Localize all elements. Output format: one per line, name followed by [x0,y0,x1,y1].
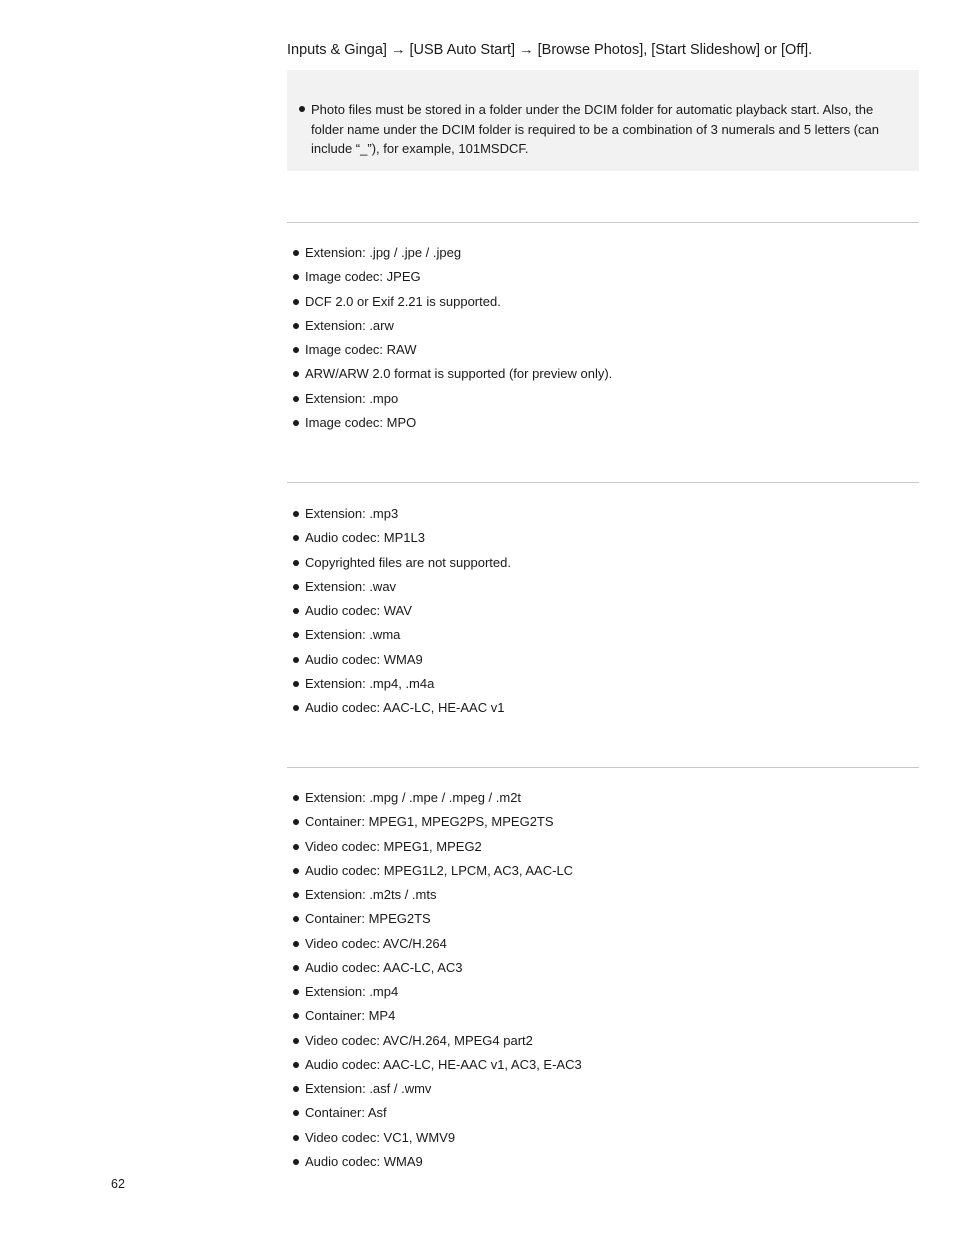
list-item [292,342,612,366]
bullet-icon [293,1110,299,1116]
list-item-text: Audio codec: AAC-LC, HE-AAC v1 [305,700,505,715]
list-item-text: Container: MP4 [305,1008,396,1024]
bullet-icon [293,868,299,874]
list-item-text: Audio codec: MP1L3 [305,530,425,546]
list-item [292,1008,582,1032]
note-item [298,100,909,159]
list-item-text: Audio codec: AAC-LC, HE-AAC v1, AC3, E-AC3 [305,1056,582,1072]
list-item-text: Extension: .mp4, .m4a [305,675,435,691]
note-text: Photo files must be stored in a folder under the DCIM folder for automatic playback start. Also, the folder name under the DCIM folder is required to be a combination of 3 numerals and 5 letters (can include “_”), for example, 101MSDCF. [311,102,879,157]
bullet-icon [293,916,299,922]
list-item-text: Extension: .m2ts / .mts [305,887,437,902]
list-item [292,814,582,838]
bullet-icon [293,323,299,329]
list-item [292,887,582,911]
bullet-icon [293,347,299,353]
list-item [292,911,582,935]
page-number: 62 [111,1177,125,1191]
list-item [292,936,582,960]
list-item [292,366,612,390]
list-item [292,839,582,863]
bullet-icon [293,657,299,663]
bullet-icon [293,941,299,947]
list-item-text: Video codec: AVC/H.264, MPEG4 part2 [305,1032,533,1048]
bullet-icon [293,795,299,801]
list-item [292,652,511,676]
list-item-text: Extension: .mpo [305,390,399,406]
list-item-text: Extension: .mp3 [305,506,399,521]
bullet-icon [293,1038,299,1044]
list-item-text: Extension: .mp4 [305,984,399,999]
list-item-text: Audio codec: WMA9 [305,1153,423,1169]
bullet-icon [293,608,299,614]
list-item [292,579,511,603]
list-item-text: Container: MPEG1, MPEG2PS, MPEG2TS [305,814,554,830]
list-item-text: Image codec: JPEG [305,269,421,285]
bullet-icon [293,1062,299,1068]
bullet-icon [293,420,299,426]
list-item [292,415,612,439]
bullet-icon [293,681,299,687]
list-item [292,960,582,984]
list-item-text: Extension: .wav [305,578,397,594]
list-item-text: ARW/ARW 2.0 format is supported (for preview only). [305,366,613,382]
list-item-text: Audio codec: WAV [305,603,412,618]
list-item [292,555,511,579]
list-item [292,506,511,530]
bullet-icon [299,106,305,112]
bullet-icon [293,511,299,517]
list-item [292,863,582,887]
list-item-text: Image codec: MPO [305,414,417,430]
bullet-icon [293,819,299,825]
list-item [292,984,582,1008]
list-item [292,1057,582,1081]
bullet-icon [293,989,299,995]
bullet-icon [293,844,299,850]
list-item [292,1081,582,1105]
bullet-icon [293,250,299,256]
list-item-text: Extension: .jpg / .jpe / .jpeg [305,245,462,260]
list-item [292,627,511,651]
list-item-text: Extension: .arw [305,317,394,333]
note-box [287,70,919,171]
bullet-icon [293,371,299,377]
list-item [292,1033,582,1057]
list-item [292,676,511,700]
intro-instruction: Inputs & Ginga] → [USB Auto Start] → [Browse Photos], [Start Slideshow] or [Off]. [287,42,813,58]
bullet-icon [293,632,299,638]
list-item [292,1105,582,1129]
section-divider-video [287,767,919,768]
bullet-icon [293,1013,299,1019]
section-divider-music [287,482,919,483]
list-item [292,391,612,415]
photo-format-list [292,245,612,439]
bullet-icon [293,965,299,971]
bullet-icon [293,274,299,280]
list-item [292,790,582,814]
bullet-icon [293,396,299,402]
list-item [292,700,511,724]
list-item-text: Container: MPEG2TS [305,911,431,927]
bullet-icon [293,892,299,898]
list-item-text: Extension: .mpg / .mpe / .mpeg / .m2t [305,790,522,805]
bullet-icon [293,1159,299,1165]
music-format-list [292,506,511,724]
bullet-icon [293,705,299,711]
bullet-icon [293,1135,299,1141]
list-item [292,318,612,342]
list-item-text: Extension: .asf / .wmv [305,1081,432,1096]
list-item [292,294,612,318]
list-item [292,1130,582,1154]
list-item-text: Video codec: VC1, WMV9 [305,1129,456,1145]
list-item-text: Copyrighted files are not supported. [305,554,511,570]
list-item [292,269,612,293]
video-format-list [292,790,582,1178]
list-item-text: Video codec: MPEG1, MPEG2 [305,838,482,854]
list-item-text: DCF 2.0 or Exif 2.21 is supported. [305,293,501,309]
list-item [292,245,612,269]
list-item-text: Audio codec: WMA9 [305,651,423,667]
bullet-icon [293,560,299,566]
list-item [292,603,511,627]
bullet-icon [293,535,299,541]
list-item-text: Audio codec: MPEG1L2, LPCM, AC3, AAC-LC [305,862,574,878]
section-divider-photo [287,222,919,223]
list-item-text: Image codec: RAW [305,342,417,357]
bullet-icon [293,299,299,305]
list-item-text: Extension: .wma [305,627,401,643]
list-item [292,530,511,554]
bullet-icon [293,584,299,590]
list-item-text: Container: Asf [305,1105,387,1121]
bullet-icon [293,1086,299,1092]
list-item-text: Video codec: AVC/H.264 [305,935,447,951]
list-item [292,1154,582,1178]
list-item-text: Audio codec: AAC-LC, AC3 [305,959,463,975]
